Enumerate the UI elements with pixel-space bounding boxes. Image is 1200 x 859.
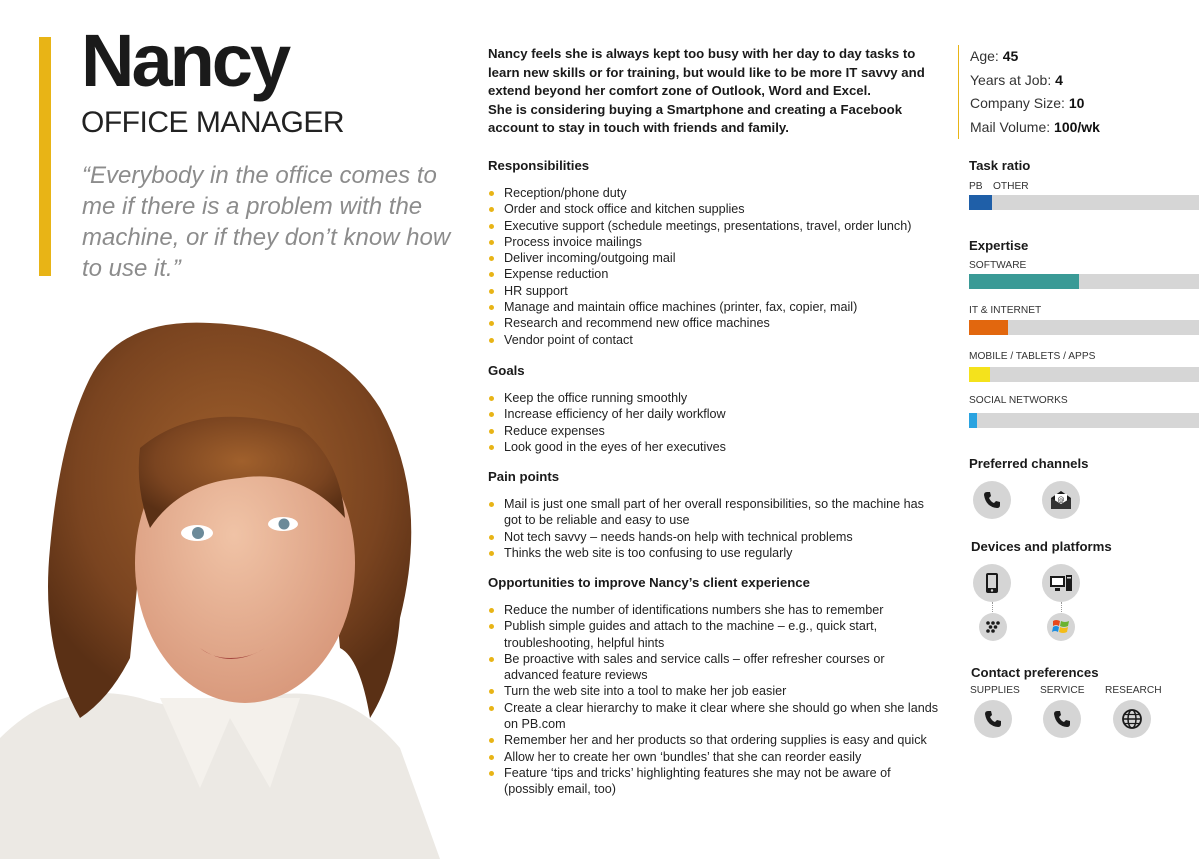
list-item: Remember her and her products so that ordering supplies is easy and quick	[488, 732, 940, 748]
list-item: Executive support (schedule meetings, presentations, travel, order lunch)	[488, 218, 948, 234]
task-ratio-bar	[969, 195, 1199, 210]
goals-title: Goals	[488, 363, 525, 378]
list-item: Create a clear hierarchy to make it clear where she should go when she lands on PB.com	[488, 700, 940, 733]
list-item: Look good in the eyes of her executives	[488, 439, 948, 455]
intro-text-2: She is considering buying a Smartphone and creating a Facebook account to stay in touch with friends and family.	[488, 101, 903, 135]
stat-age: Age: 45	[970, 48, 1019, 64]
pain-points-list	[488, 496, 938, 561]
preferred-channels-title: Preferred channels	[969, 456, 1089, 471]
list-item: Mail is just one small part of her overall responsibilities, so the machine has got to be reliable and easy to use	[488, 496, 938, 529]
expertise-label-mobile: MOBILE / TABLETS / APPS	[969, 351, 1096, 362]
list-item: Expense reduction	[488, 266, 948, 282]
list-item: Reception/phone duty	[488, 185, 948, 201]
list-item: Keep the office running smoothly	[488, 390, 948, 406]
expertise-bar-it-internet	[969, 320, 1199, 335]
task-ratio-fill	[969, 195, 992, 210]
list-item: Turn the web site into a tool to make her job easier	[488, 683, 940, 699]
expertise-fill-software	[969, 274, 1079, 289]
stat-years-at-job: Years at Job: 4	[970, 71, 1063, 88]
stat-mail-volume: Mail Volume: 100/wk	[970, 118, 1100, 135]
contact-label-service: SERVICE	[1040, 685, 1085, 696]
desktop-computer-icon	[1042, 564, 1080, 602]
task-ratio-title: Task ratio	[969, 158, 1031, 173]
email-icon	[1042, 481, 1080, 519]
expertise-bar-software	[969, 274, 1199, 289]
pain-points-title: Pain points	[488, 469, 560, 484]
list-item: Feature ‘tips and tricks’ highlighting features she may not be aware of (possibly email, too)	[488, 765, 940, 798]
phone-icon	[1043, 700, 1081, 738]
list-item: Manage and maintain office machines (printer, fax, copier, mail)	[488, 299, 948, 315]
expertise-fill-it-internet	[969, 320, 1008, 335]
persona-quote: “Everybody in the office comes to me if there is a problem with the machine, or if they don’t know how to use it.”	[82, 162, 451, 282]
expertise-fill-social	[969, 413, 977, 428]
expertise-bar-mobile	[969, 367, 1199, 382]
list-item: Research and recommend new office machines	[488, 315, 948, 331]
list-item: Thinks the web site is too confusing to use regularly	[488, 545, 938, 561]
expertise-fill-mobile	[969, 367, 990, 382]
svg-text:@: @	[1057, 496, 1065, 504]
persona-photo	[0, 318, 440, 859]
blackberry-icon	[979, 613, 1007, 641]
expertise-label-software: SOFTWARE	[969, 260, 1027, 271]
windows-icon	[1047, 613, 1075, 641]
list-item: Increase efficiency of her daily workflow	[488, 406, 948, 422]
list-item: HR support	[488, 283, 948, 299]
expertise-title: Expertise	[969, 238, 1029, 253]
list-item: Publish simple guides and attach to the machine – e.g., quick start, troubleshooting, helpful hints	[488, 618, 940, 651]
list-item: Allow her to create her own ‘bundles’ that she can reorder easily	[488, 749, 940, 765]
intro-block	[488, 45, 938, 138]
phone-icon	[973, 481, 1011, 519]
goals-list	[488, 390, 948, 455]
persona-name: Nancy	[81, 19, 289, 102]
phone-icon	[974, 700, 1012, 738]
contact-label-supplies: SUPPLIES	[970, 685, 1020, 696]
responsibilities-title: Responsibilities	[488, 158, 590, 173]
expertise-bar-social	[969, 413, 1199, 428]
contact-label-research: RESEARCH	[1105, 685, 1162, 696]
task-ratio-label-pb: PB	[969, 181, 983, 192]
list-item: Reduce expenses	[488, 423, 948, 439]
stats-block	[958, 45, 1100, 139]
list-item: Process invoice mailings	[488, 234, 948, 250]
list-item: Be proactive with sales and service calls – offer refresher courses or advanced feature reviews	[488, 651, 940, 684]
persona-role: OFFICE MANAGER	[81, 106, 345, 139]
responsibilities-list	[488, 185, 948, 348]
opportunities-title: Opportunities to improve Nancy’s client experience	[488, 575, 810, 590]
list-item: Reduce the number of identifications numbers she has to remember	[488, 602, 940, 618]
intro-text-1: Nancy feels she is always kept too busy with her day to day tasks to learn new skills or for training, but would like to be more IT savvy and extend beyond her comfort zone of Outlook, Word and Excel.	[488, 46, 925, 98]
list-item: Vendor point of contact	[488, 332, 948, 348]
contact-preferences-title: Contact preferences	[971, 665, 1099, 680]
opportunities-list	[488, 602, 940, 798]
list-item: Not tech savvy – needs hands-on help with technical problems	[488, 529, 938, 545]
mobile-phone-icon	[973, 564, 1011, 602]
expertise-label-it-internet: IT & INTERNET	[969, 305, 1042, 316]
list-item: Deliver incoming/outgoing mail	[488, 250, 948, 266]
accent-bar	[39, 37, 51, 276]
stat-company-size: Company Size: 10	[970, 95, 1085, 111]
devices-title: Devices and platforms	[971, 539, 1112, 554]
task-ratio-label-other: OTHER	[993, 181, 1029, 192]
list-item: Order and stock office and kitchen supplies	[488, 201, 948, 217]
globe-icon	[1113, 700, 1151, 738]
expertise-label-social: SOCIAL NETWORKS	[969, 395, 1068, 406]
